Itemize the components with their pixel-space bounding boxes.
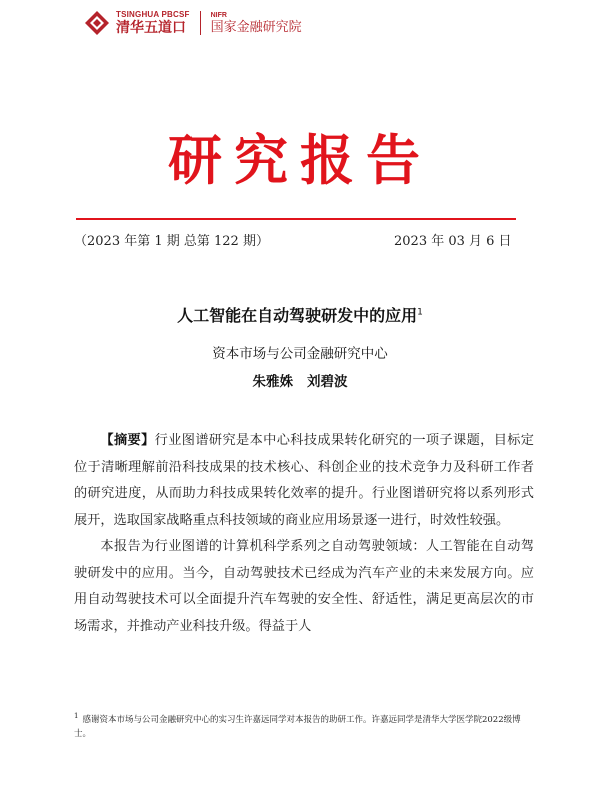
logo-right-chinese: 国家金融研究院 bbox=[210, 20, 302, 35]
logo-left-text bbox=[116, 11, 190, 35]
abstract-paragraph bbox=[74, 428, 534, 534]
logo-right-text bbox=[211, 12, 302, 34]
title-footnote-mark[interactable]: 1 bbox=[417, 307, 423, 318]
authors bbox=[0, 370, 600, 390]
tsinghua-pbcsf-logo-icon bbox=[84, 10, 110, 36]
header-logo bbox=[84, 10, 302, 36]
paper-title-text: 人工智能在自动驾驶研发中的应用 bbox=[177, 306, 418, 325]
footnote-text: 感谢资本市场与公司金融研究中心的实习生许嘉远同学对本报告的助研工作。许嘉远同学是清华大学医学院2022级博士。 bbox=[74, 714, 521, 739]
paper-title bbox=[0, 303, 600, 326]
abstract-text: 行业图谱研究是本中心科技成果转化研究的一项子课题，目标定位于清晰理解前沿科技成果的技术核心、科创企业的技术竞争力及科研工作者的研究进度，从而助力科技成果转化效率的提升。行业图谱研究将以系列形式展开，选取国家战略重点科技领域的商业应用场景逐一进行，时效性较强。 bbox=[74, 433, 534, 528]
body-paragraph: 本报告为行业图谱的计算机科学系列之自动驾驶领域：人工智能在自动驾驶研发中的应用。当今，自动驾驶技术已经成为汽车产业的未来发展方向。应用自动驾驶技术可以全面提升汽车驾驶的安全性、舒适性，满足更高层次的市场需求，并推动产业科技升级。得益于人 bbox=[74, 539, 534, 634]
issue-date: 2023 年 03 月 6 日 bbox=[394, 234, 512, 249]
footnote bbox=[74, 709, 536, 741]
author-name: 朱雅姝 bbox=[252, 374, 293, 390]
logo-divider bbox=[200, 11, 201, 35]
title-divider bbox=[76, 218, 516, 220]
report-body bbox=[74, 428, 534, 640]
abstract-label: 【摘要】 bbox=[100, 433, 155, 448]
logo-left-english: TSINGHUA PBCSF bbox=[116, 10, 190, 19]
logo-left-chinese: 清华五道口 bbox=[116, 20, 186, 36]
organization: 资本市场与公司金融研究中心 bbox=[212, 346, 388, 362]
author-name: 刘碧波 bbox=[307, 374, 348, 390]
report-title: 研究报告 bbox=[168, 128, 432, 192]
issue-number: （2023 年第 1 期 总第 122 期） bbox=[74, 234, 269, 249]
logo-right-english: NIFR bbox=[210, 12, 227, 19]
footnote-mark: 1 bbox=[74, 712, 79, 720]
